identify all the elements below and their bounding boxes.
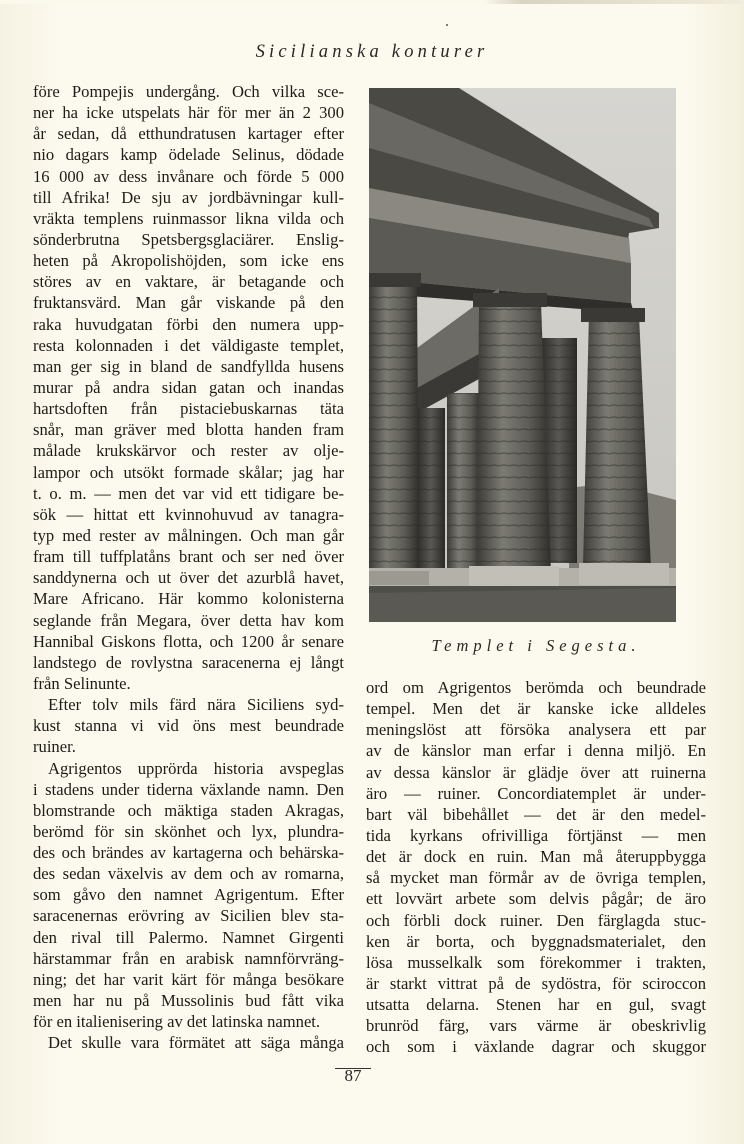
text-line: till Afrika! De sju av jordbävningar kull- <box>33 187 344 207</box>
right-column <box>366 677 706 1058</box>
text-line: målade krukskärvor och rester av olje- <box>33 441 344 461</box>
text-line: och som i växlande dagrar och skuggor <box>366 1037 706 1057</box>
text-line: så mycket man förmår av de övriga templen, <box>366 868 706 888</box>
text-line: hartsdoften från pistaciebuskarnas täta <box>33 399 344 419</box>
text-line: ner ha icke utspelats här för mer än 2 300 <box>33 103 344 123</box>
paragraph-start: Det skulle vara förmätet att säga många <box>48 1033 344 1053</box>
text-line: sönderbrutna Spetsbergsglaciärer. Enslig- <box>33 229 344 249</box>
text-line: blomstrande och mäktiga staden Akragas, <box>33 800 344 820</box>
text-line: saracenernas erövring av Sicilien blev sta- <box>33 906 344 926</box>
text-line: Hannibal Giskons flotta, och 1200 år senare <box>33 631 344 651</box>
text-line: nio dagars kamp ödelade Selinus, dödade <box>33 145 344 165</box>
text-line: seglande från Megara, över detta hav kom <box>33 610 344 630</box>
text-line: av de känslor man erfar i denna miljö. En <box>366 741 706 761</box>
text-line: resta kolonnaden i det väldigaste templet, <box>33 335 344 355</box>
text-line: raka huvudgatan förbi den numera upp- <box>33 314 344 334</box>
text-line: störes av en vaktare, är betagande och <box>33 272 344 292</box>
text-line: och förbli dock ruiner. Den färglagda stuc- <box>366 910 706 930</box>
figure-caption: Templet i Segesta. <box>431 636 641 655</box>
running-head: Sicilianska konturer <box>255 42 489 62</box>
text-line: ning; det har varit kärt för många besökare <box>33 969 344 989</box>
text-line: landstego de rovlystna saracenerna ej långt <box>33 652 344 672</box>
text-line: Mare Africano. Här kommo kolonisterna <box>33 589 344 609</box>
scan-edge <box>0 0 744 4</box>
text-line: ord om Agrigentos berömda och beundrade <box>366 678 706 697</box>
text-line: brunröd färg, vars värme är obeskrivlig <box>366 1016 706 1036</box>
text-line: ett lovvärt arbete som delvis pågår; de äro <box>366 889 706 909</box>
text-line: tempel. Men det är kanske icke alldeles <box>366 699 706 719</box>
text-line: 16 000 av dess invånare och förde 5 000 <box>33 166 344 186</box>
text-line: sanddynerna och ut över det azurblå havet, <box>33 568 344 588</box>
text-line: den rival till Palermo. Namnet Girgenti <box>33 927 344 947</box>
text-line: det är dock en ruin. Man må återuppbygga <box>366 847 706 867</box>
text-line: är starkt vittrat på de sydöstra, för sciroccon <box>366 973 706 993</box>
scan-speck <box>446 24 448 26</box>
text-line: heten på Akropolishöjden, som icke ens <box>33 251 344 271</box>
left-column <box>33 81 344 1053</box>
text-line: utsatta delarna. Stenen har en gul, svagt <box>366 995 706 1015</box>
text-line: som gåvo den namnet Agrigentum. Efter <box>33 885 344 905</box>
text-line: år sedan, då etthundratusen kartager efter <box>33 124 344 144</box>
text-line: snår, man gräver med blotta handen fram <box>33 420 344 440</box>
text-line: meningslöst att försöka analysera ett par <box>366 720 706 740</box>
text-line: murar på andra sidan gatan och inandas <box>33 377 344 397</box>
text-line: härstammar från en arabisk namnförvräng- <box>33 948 344 968</box>
text-line: ruiner. <box>33 737 76 757</box>
text-line: äro — ruiner. Concordiatemplet är under- <box>366 783 706 803</box>
text-line: fruktansvärd. Man går viskande på den <box>33 293 344 313</box>
paragraph-start: Agrigentos upprörda historia avspeglas <box>48 758 344 778</box>
text-line: kust stanna vi vid öns mest beundrade <box>33 716 344 736</box>
page-number: 87 <box>344 1066 362 1085</box>
text-line: typ med rester av målningen. Och man går <box>33 525 344 545</box>
text-line: lampor och utsökt formade skålar; jag har <box>33 462 344 482</box>
text-line: av dessa känslor är glädje över att ruinerna <box>366 762 706 782</box>
text-line: före Pompejis undergång. Och vilka sce- <box>33 82 344 101</box>
text-line: des sedan växelvis av dem och av romarna, <box>33 864 344 884</box>
text-line: t. o. m. — men det var vid ett tidigare be- <box>33 483 344 503</box>
text-line: bart väl bibehållet — det är den medel- <box>366 804 706 824</box>
text-line: från Selinunte. <box>33 673 131 693</box>
text-line: sök — hittat ett kvinnohuvud av tanagra- <box>33 504 344 524</box>
temple-columns-illustration <box>369 88 676 622</box>
text-line: des och brändes av kartagerna och behärska- <box>33 843 344 863</box>
text-line: men har nu på Mussolinis bud fått vika <box>33 991 344 1011</box>
text-line: berömd för sin skönhet och lyx, plundra- <box>33 821 344 841</box>
text-line: man ger sig in bland de sandfyllda husens <box>33 356 344 376</box>
paragraph-start: Efter tolv mils färd nära Siciliens syd- <box>48 695 344 715</box>
text-line: ken är borta, och byggnadsmaterialet, den <box>366 931 706 951</box>
text-line: i stadens under tiderna växlande namn. Den <box>33 779 344 799</box>
text-line: lösa musselkalk som förekommer i trakten, <box>366 952 706 972</box>
text-line: fram till tuffplatåns brant och ser ned över <box>33 547 344 567</box>
text-line: tida kyrkans ofrivilliga förtjänst — men <box>366 825 706 845</box>
text-line: vräkta templens ruinmassor likna vilda och <box>33 208 344 228</box>
photo-temple-of-segesta <box>369 88 676 622</box>
text-line: för en italienisering av det latinska namnet. <box>33 1012 321 1032</box>
